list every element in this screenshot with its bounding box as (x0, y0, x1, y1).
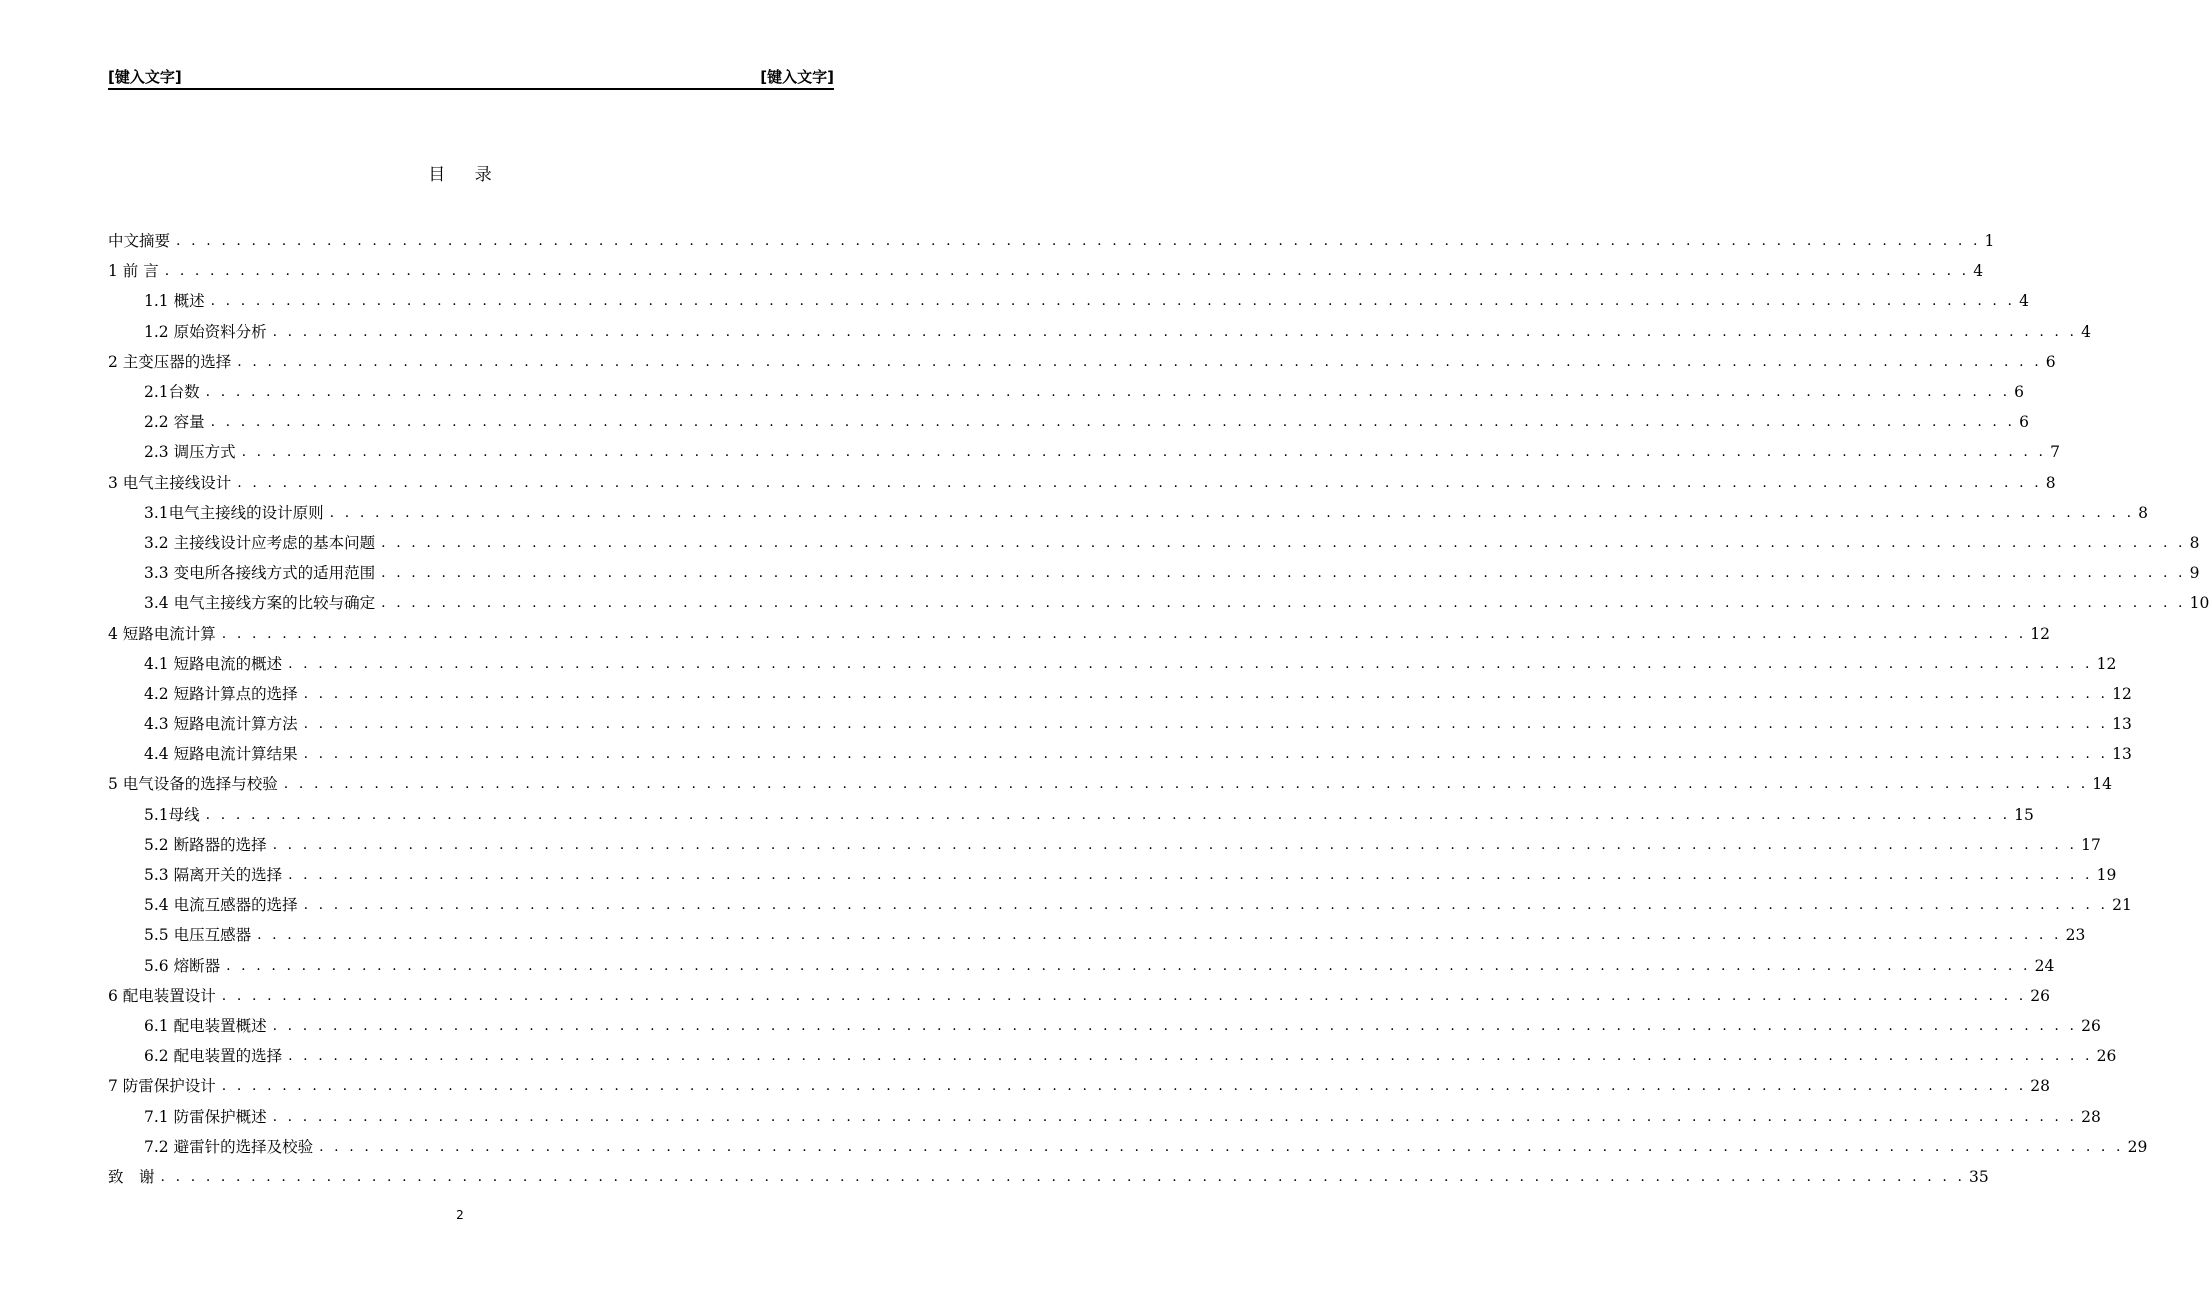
toc-leader-dots: . . . . . . . . . . . . . . . . . . . . . . . . . . . . . . . . . . . . . . . . . . . . . . . . . . . . . . . . . . . . . . . . . . . . . . . . . . . . . . . . . . . . . . . . . . . . . . . . . . . . . . . . . . . . . . . . . . . . . . . . (272, 1017, 2078, 1034)
toc-entry-label: 4.2 短路计算点的选择 (144, 679, 304, 709)
toc-entry-page: 8 (2138, 503, 2149, 522)
toc-entry-page: 4 (2081, 322, 2091, 341)
toc-entry-page: 24 (2034, 956, 2055, 975)
toc-entry-label: 3.1电气主接线的设计原则 (144, 498, 330, 528)
toc-entry-label: 5.6 熔断器 (144, 951, 226, 981)
toc-entry-label: 3.4 电气主接线方案的比较与确定 (144, 588, 381, 618)
toc-entry-label: 6 配电装置设计 (108, 981, 222, 1011)
toc-entry[interactable] (108, 1011, 2101, 1041)
toc-leader-dots: . . . . . . . . . . . . . . . . . . . . . . . . . . . . . . . . . . . . . . . . . . . . . . . . . . . . . . . . . . . . . . . . . . . . . . . . . . . . . . . . . . . . . . . . . . . . . . . . . . . . . . . . . . . . . . . . . . . . . . . . (160, 1168, 1966, 1185)
toc-entry-page: 12 (2030, 624, 2051, 643)
toc-entry-label: 中文摘要 (108, 226, 176, 256)
header-right-text: [键入文字] (760, 68, 834, 86)
toc-entry-label: 2.3 调压方式 (144, 437, 242, 467)
toc-leader-dots: . . . . . . . . . . . . . . . . . . . . . . . . . . . . . . . . . . . . . . . . . . . . . . . . . . . . . . . . . . . . . . . . . . . . . . . . . . . . . . . . . . . . . . . . . . . . . . . . . . . . . . . . . . . . . . . . . . . . . . . . (164, 263, 1970, 280)
toc-entry[interactable] (108, 618, 2051, 648)
toc-entry-page: 26 (2096, 1047, 2117, 1066)
toc-leader-dots: . . . . . . . . . . . . . . . . . . . . . . . . . . . . . . . . . . . . . . . . . . . . . . . . . . . . . . . . . . . . . . . . . . . . . . . . . . . . . . . . . . . . . . . . . . . . . . . . . . . . . . . . . . . . . . . . . . . . . . . . (210, 293, 2016, 310)
toc-entry[interactable] (108, 256, 1984, 286)
toc-entry-page: 26 (2030, 986, 2051, 1005)
toc-entry-page: 9 (2189, 564, 2200, 583)
toc-entry-label: 5.3 隔离开关的选择 (144, 860, 288, 890)
toc-entry[interactable] (108, 860, 2117, 890)
toc-entry[interactable] (108, 739, 2132, 769)
toc-leader-dots: . . . . . . . . . . . . . . . . . . . . . . . . . . . . . . . . . . . . . . . . . . . . . . . . . . . . . . . . . . . . . . . . . . . . . . . . . . . . . . . . . . . . . . . . . . . . . . . . . . . . . . . . . . . . . . . . . . . . . . . . (241, 444, 2047, 461)
toc-entry-label: 5.4 电流互感器的选择 (144, 890, 304, 920)
toc-entry[interactable] (108, 981, 2051, 1011)
toc-entry-label: 1.2 原始资料分析 (144, 317, 273, 347)
toc-entry-page: 6 (2045, 352, 2056, 371)
toc-entry[interactable] (108, 1071, 2051, 1101)
toc-entry-page: 21 (2112, 896, 2132, 915)
toc-entry[interactable] (108, 588, 2209, 618)
toc-entry-label: 致 谢 (108, 1162, 161, 1192)
toc-entry-page: 8 (2189, 533, 2200, 552)
toc-entry[interactable] (108, 951, 2055, 981)
toc-leader-dots: . . . . . . . . . . . . . . . . . . . . . . . . . . . . . . . . . . . . . . . . . . . . . . . . . . . . . . . . . . . . . . . . . . . . . . . . . . . . . . . . . . . . . . . . . . . . . . . . . . . . . . . . . . . . . . . . . . . . . . . . (381, 595, 2186, 612)
toc-entry-label: 2.2 容量 (144, 407, 211, 437)
toc-entry-page: 19 (2096, 866, 2117, 885)
toc-entry-page: 23 (2065, 926, 2086, 945)
toc-entry-label: 1 前 言 (108, 256, 165, 286)
toc-entry-label: 6.1 配电装置概述 (144, 1011, 273, 1041)
toc-leader-dots: . . . . . . . . . . . . . . . . . . . . . . . . . . . . . . . . . . . . . . . . . . . . . . . . . . . . . . . . . . . . . . . . . . . . . . . . . . . . . . . . . . . . . . . . . . . . . . . . . . . . . . . . . . . . . . . . . . . . . . . . (257, 927, 2062, 944)
toc-leader-dots: . . . . . . . . . . . . . . . . . . . . . . . . . . . . . . . . . . . . . . . . . . . . . . . . . . . . . . . . . . . . . . . . . . . . . . . . . . . . . . . . . . . . . . . . . . . . . . . . . . . . . . . . . . . . . . . . . . . . . . . . (221, 987, 2027, 1004)
toc-leader-dots: . . . . . . . . . . . . . . . . . . . . . . . . . . . . . . . . . . . . . . . . . . . . . . . . . . . . . . . . . . . . . . . . . . . . . . . . . . . . . . . . . . . . . . . . . . . . . . . . . . . . . . . . . . . . . . . . . . . . . . . . (205, 806, 2011, 823)
table-of-contents (108, 226, 2209, 1192)
toc-entry[interactable] (108, 558, 2200, 588)
toc-entry[interactable] (108, 709, 2132, 739)
toc-entry[interactable] (108, 498, 2149, 528)
toc-leader-dots: . . . . . . . . . . . . . . . . . . . . . . . . . . . . . . . . . . . . . . . . . . . . . . . . . . . . . . . . . . . . . . . . . . . . . . . . . . . . . . . . . . . . . . . . . . . . . . . . . . . . . . . . . . . . . . . . . . . . . . . . (226, 957, 2031, 974)
toc-leader-dots: . . . . . . . . . . . . . . . . . . . . . . . . . . . . . . . . . . . . . . . . . . . . . . . . . . . . . . . . . . . . . . . . . . . . . . . . . . . . . . . . . . . . . . . . . . . . . . . . . . . . . . . . . . . . . . . . . . . . . . . . (176, 233, 1981, 250)
toc-entry-page: 28 (2081, 1107, 2101, 1126)
toc-leader-dots: . . . . . . . . . . . . . . . . . . . . . . . . . . . . . . . . . . . . . . . . . . . . . . . . . . . . . . . . . . . . . . . . . . . . . . . . . . . . . . . . . . . . . . . . . . . . . . . . . . . . . . . . . . . . . . . . . . . . . . . . (272, 1108, 2078, 1125)
toc-entry-page: 12 (2112, 684, 2132, 703)
toc-entry-label: 6.2 配电装置的选择 (144, 1041, 288, 1071)
header-left-text: [键入文字] (108, 68, 182, 86)
toc-entry-page: 6 (2014, 383, 2025, 402)
toc-leader-dots: . . . . . . . . . . . . . . . . . . . . . . . . . . . . . . . . . . . . . . . . . . . . . . . . . . . . . . . . . . . . . . . . . . . . . . . . . . . . . . . . . . . . . . . . . . . . . . . . . . . . . . . . . . . . . . . . . . . . . . . . (288, 1048, 2093, 1065)
toc-entry-label: 5.2 断路器的选择 (144, 830, 273, 860)
toc-entry-label: 4.3 短路电流计算方法 (144, 709, 304, 739)
toc-entry-page: 13 (2112, 715, 2132, 734)
toc-entry[interactable] (108, 226, 1995, 256)
toc-entry-page: 29 (2127, 1137, 2148, 1156)
toc-leader-dots: . . . . . . . . . . . . . . . . . . . . . . . . . . . . . . . . . . . . . . . . . . . . . . . . . . . . . . . . . . . . . . . . . . . . . . . . . . . . . . . . . . . . . . . . . . . . . . . . . . . . . . . . . . . . . . . . . . . . . . . . (283, 776, 2089, 793)
toc-entry[interactable] (108, 377, 2025, 407)
toc-entry-label: 7 防雷保护设计 (108, 1071, 222, 1101)
toc-entry[interactable] (108, 890, 2132, 920)
toc-entry-label: 2.1台数 (144, 377, 206, 407)
toc-entry-label: 4 短路电流计算 (108, 619, 222, 649)
toc-title: 目 录 (428, 165, 504, 185)
toc-entry[interactable] (108, 407, 2029, 437)
toc-entry-page: 15 (2014, 805, 2034, 824)
toc-entry[interactable] (108, 1162, 1989, 1192)
toc-entry[interactable] (108, 347, 2056, 377)
toc-entry-label: 5 电气设备的选择与校验 (108, 769, 284, 799)
toc-leader-dots: . . . . . . . . . . . . . . . . . . . . . . . . . . . . . . . . . . . . . . . . . . . . . . . . . . . . . . . . . . . . . . . . . . . . . . . . . . . . . . . . . . . . . . . . . . . . . . . . . . . . . . . . . . . . . . . . . . . . . . . . (288, 867, 2093, 884)
toc-leader-dots: . . . . . . . . . . . . . . . . . . . . . . . . . . . . . . . . . . . . . . . . . . . . . . . . . . . . . . . . . . . . . . . . . . . . . . . . . . . . . . . . . . . . . . . . . . . . . . . . . . . . . . . . . . . . . . . . . . . . . . . . (272, 836, 2078, 853)
toc-leader-dots: . . . . . . . . . . . . . . . . . . . . . . . . . . . . . . . . . . . . . . . . . . . . . . . . . . . . . . . . . . . . . . . . . . . . . . . . . . . . . . . . . . . . . . . . . . . . . . . . . . . . . . . . . . . . . . . . . . . . . . . . (221, 625, 2027, 642)
toc-entry-page: 12 (2096, 654, 2117, 673)
toc-entry-label: 3 电气主接线设计 (108, 468, 237, 498)
toc-leader-dots: . . . . . . . . . . . . . . . . . . . . . . . . . . . . . . . . . . . . . . . . . . . . . . . . . . . . . . . . . . . . . . . . . . . . . . . . . . . . . . . . . . . . . . . . . . . . . . . . . . . . . . . . . . . . . . . . . . . . . . . . (303, 685, 2109, 702)
toc-leader-dots: . . . . . . . . . . . . . . . . . . . . . . . . . . . . . . . . . . . . . . . . . . . . . . . . . . . . . . . . . . . . . . . . . . . . . . . . . . . . . . . . . . . . . . . . . . . . . . . . . . . . . . . . . . . . . . . . . . . . . . . . (303, 897, 2109, 914)
toc-entry-page: 13 (2112, 745, 2132, 764)
toc-entry[interactable] (108, 649, 2117, 679)
page-header (108, 66, 834, 90)
toc-leader-dots: . . . . . . . . . . . . . . . . . . . . . . . . . . . . . . . . . . . . . . . . . . . . . . . . . . . . . . . . . . . . . . . . . . . . . . . . . . . . . . . . . . . . . . . . . . . . . . . . . . . . . . . . . . . . . . . . . . . . . . . . (237, 474, 2042, 491)
toc-entry-label: 7.2 避雷针的选择及校验 (144, 1132, 319, 1162)
toc-leader-dots: . . . . . . . . . . . . . . . . . . . . . . . . . . . . . . . . . . . . . . . . . . . . . . . . . . . . . . . . . . . . . . . . . . . . . . . . . . . . . . . . . . . . . . . . . . . . . . . . . . . . . . . . . . . . . . . . . . . . . . . . (381, 565, 2186, 582)
toc-leader-dots: . . . . . . . . . . . . . . . . . . . . . . . . . . . . . . . . . . . . . . . . . . . . . . . . . . . . . . . . . . . . . . . . . . . . . . . . . . . . . . . . . . . . . . . . . . . . . . . . . . . . . . . . . . . . . . . . . . . . . . . . (272, 323, 2078, 340)
toc-entry-label: 5.5 电压互感器 (144, 920, 257, 950)
toc-entry[interactable] (108, 920, 2086, 950)
toc-entry-page: 7 (2050, 443, 2060, 462)
toc-entry-label: 5.1母线 (144, 800, 206, 830)
toc-leader-dots: . . . . . . . . . . . . . . . . . . . . . . . . . . . . . . . . . . . . . . . . . . . . . . . . . . . . . . . . . . . . . . . . . . . . . . . . . . . . . . . . . . . . . . . . . . . . . . . . . . . . . . . . . . . . . . . . . . . . . . . . (381, 534, 2186, 551)
toc-entry-page: 35 (1969, 1167, 1989, 1186)
toc-leader-dots: . . . . . . . . . . . . . . . . . . . . . . . . . . . . . . . . . . . . . . . . . . . . . . . . . . . . . . . . . . . . . . . . . . . . . . . . . . . . . . . . . . . . . . . . . . . . . . . . . . . . . . . . . . . . . . . . . . . . . . . . (237, 353, 2042, 370)
toc-leader-dots: . . . . . . . . . . . . . . . . . . . . . . . . . . . . . . . . . . . . . . . . . . . . . . . . . . . . . . . . . . . . . . . . . . . . . . . . . . . . . . . . . . . . . . . . . . . . . . . . . . . . . . . . . . . . . . . . . . . . . . . . (210, 414, 2016, 431)
toc-entry-page: 4 (2019, 292, 2029, 311)
toc-entry[interactable] (108, 437, 2060, 467)
toc-entry[interactable] (108, 1132, 2148, 1162)
toc-leader-dots: . . . . . . . . . . . . . . . . . . . . . . . . . . . . . . . . . . . . . . . . . . . . . . . . . . . . . . . . . . . . . . . . . . . . . . . . . . . . . . . . . . . . . . . . . . . . . . . . . . . . . . . . . . . . . . . . . . . . . . . . (319, 1138, 2124, 1155)
toc-entry[interactable] (108, 769, 2113, 799)
toc-entry-page: 1 (1984, 232, 1995, 251)
page-number: 2 (456, 1208, 464, 1222)
toc-entry-page: 10 (2189, 594, 2209, 613)
toc-entry-label: 4.1 短路电流的概述 (144, 649, 288, 679)
toc-leader-dots: . . . . . . . . . . . . . . . . . . . . . . . . . . . . . . . . . . . . . . . . . . . . . . . . . . . . . . . . . . . . . . . . . . . . . . . . . . . . . . . . . . . . . . . . . . . . . . . . . . . . . . . . . . . . . . . . . . . . . . . . (303, 716, 2109, 733)
toc-entry-page: 28 (2030, 1077, 2051, 1096)
toc-entry-label: 2 主变压器的选择 (108, 347, 237, 377)
toc-entry-page: 6 (2019, 413, 2029, 432)
toc-entry-label: 4.4 短路电流计算结果 (144, 739, 304, 769)
toc-leader-dots: . . . . . . . . . . . . . . . . . . . . . . . . . . . . . . . . . . . . . . . . . . . . . . . . . . . . . . . . . . . . . . . . . . . . . . . . . . . . . . . . . . . . . . . . . . . . . . . . . . . . . . . . . . . . . . . . . . . . . . . . (205, 384, 2011, 401)
toc-entry-label: 3.2 主接线设计应考虑的基本问题 (144, 528, 381, 558)
toc-leader-dots: . . . . . . . . . . . . . . . . . . . . . . . . . . . . . . . . . . . . . . . . . . . . . . . . . . . . . . . . . . . . . . . . . . . . . . . . . . . . . . . . . . . . . . . . . . . . . . . . . . . . . . . . . . . . . . . . . . . . . . . . (221, 1078, 2027, 1095)
toc-entry[interactable] (108, 679, 2132, 709)
toc-entry-page: 4 (1973, 262, 1984, 281)
toc-entry-page: 14 (2092, 775, 2113, 794)
toc-entry-label: 3.3 变电所各接线方式的适用范围 (144, 558, 381, 588)
toc-entry[interactable] (108, 286, 2029, 316)
toc-entry[interactable] (108, 1041, 2117, 1071)
toc-entry[interactable] (108, 830, 2101, 860)
toc-entry[interactable] (108, 1101, 2101, 1131)
toc-entry-page: 26 (2081, 1016, 2101, 1035)
toc-leader-dots: . . . . . . . . . . . . . . . . . . . . . . . . . . . . . . . . . . . . . . . . . . . . . . . . . . . . . . . . . . . . . . . . . . . . . . . . . . . . . . . . . . . . . . . . . . . . . . . . . . . . . . . . . . . . . . . . . . . . . . . . (329, 504, 2135, 521)
toc-entry[interactable] (108, 317, 2091, 347)
toc-entry[interactable] (108, 468, 2056, 498)
toc-entry[interactable] (108, 528, 2200, 558)
toc-entry-page: 8 (2045, 473, 2056, 492)
toc-entry-label: 1.1 概述 (144, 286, 211, 316)
toc-leader-dots: . . . . . . . . . . . . . . . . . . . . . . . . . . . . . . . . . . . . . . . . . . . . . . . . . . . . . . . . . . . . . . . . . . . . . . . . . . . . . . . . . . . . . . . . . . . . . . . . . . . . . . . . . . . . . . . . . . . . . . . . (303, 746, 2109, 763)
toc-entry-label: 7.1 防雷保护概述 (144, 1102, 273, 1132)
toc-entry-page: 17 (2081, 835, 2101, 854)
toc-leader-dots: . . . . . . . . . . . . . . . . . . . . . . . . . . . . . . . . . . . . . . . . . . . . . . . . . . . . . . . . . . . . . . . . . . . . . . . . . . . . . . . . . . . . . . . . . . . . . . . . . . . . . . . . . . . . . . . . . . . . . . . . (288, 655, 2093, 672)
toc-entry[interactable] (108, 800, 2034, 830)
